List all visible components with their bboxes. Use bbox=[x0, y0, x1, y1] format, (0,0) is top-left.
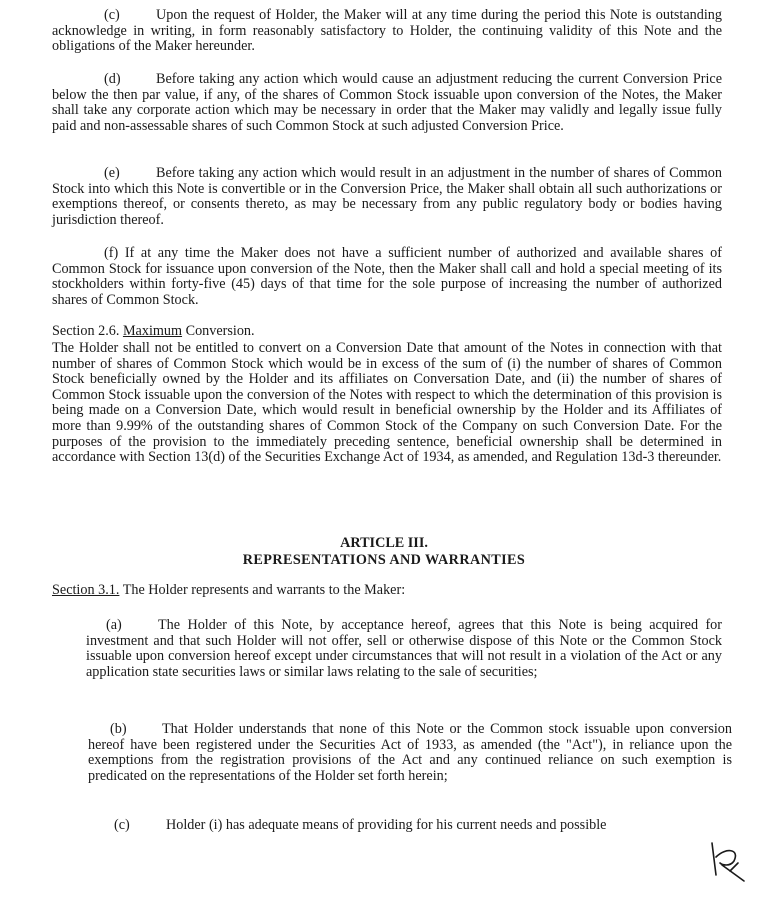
section-2-6-title-rest: Conversion. bbox=[185, 323, 255, 339]
section-2-6-body bbox=[52, 341, 722, 466]
paragraph-c bbox=[52, 8, 722, 55]
item-c-label: (c) bbox=[114, 817, 130, 833]
paragraph-d bbox=[52, 72, 722, 134]
paragraph-e bbox=[52, 166, 722, 228]
section-3-1-number: Section 3.1. bbox=[52, 582, 120, 598]
section-3-1 bbox=[52, 583, 722, 599]
paragraph-c-text: Upon the request of Holder, the Maker will at any time during the period this Note is outstanding acknowledge in writing, in form reasonably satisfactory to Holder, the continuing validity of this Note and the obligations of the Maker hereunder. bbox=[52, 7, 722, 55]
item-a bbox=[86, 618, 722, 680]
initials-signature bbox=[700, 835, 752, 885]
paragraph-d-label: (d) bbox=[104, 71, 121, 87]
section-2-6-body-text: The Holder shall not be entitled to convert on a Conversion Date that amount of the Notes in connection with that number of shares of Common Stock which would be in excess of the sum of (i) the number of shares of Common Stock beneficially owned by the Holder and its affiliates on Conversation Date, and (ii) the number of shares of Common Stock issuable upon the conversion of the Notes with respect to which the determination of this provision is being made on a Conversion Date, which would result in beneficial ownership by the Holder and its Affiliates of more than 9.99% of the outstanding shares of Common Stock of the Company on such Conversion Date. For the purposes of the provision to the immediately preceding sentence, beneficial ownership shall be determined in accordance with Section 13(d) of the Securities Exchange Act of 1934, as amended, and Regulation 13d-3 thereunder. bbox=[52, 340, 722, 466]
paragraph-e-text: Before taking any action which would result in an adjustment in the number of shares of Common Stock into which this Note is convertible or in the Conversion Price, the Maker shall obtain all such authorizations or exemptions thereof, or consents thereto, as may be necessary from any public regulatory body or bodies having jurisdiction thereof. bbox=[52, 165, 722, 228]
paragraph-d-text: Before taking any action which would cause an adjustment reducing the current Conversion Price below the then par value, if any, of the shares of Common Stock issuable upon conversion of the Notes, the Maker shall take any corporate action which may be necessary in order that the Maker may validly and legally issue fully paid and non-assessable shares of such Common Stock at such adjusted Conversion Price. bbox=[52, 71, 722, 134]
article-number: ARTICLE III. bbox=[340, 535, 428, 551]
item-c-text: Holder (i) has adequate means of providing for his current needs and possible bbox=[166, 817, 607, 833]
paragraph-f bbox=[52, 246, 722, 308]
item-b-text: That Holder understands that none of this Note or the Common stock issuable upon conversion hereof have been registered under the Securities Act of 1933, as amended (the "Act"), in reliance upon the exemptions from the registration provisions of the Act and any continued reliance on such exemption is predicated on the representations of the Holder set forth herein; bbox=[88, 721, 732, 784]
item-a-label: (a) bbox=[106, 617, 122, 633]
paragraph-f-text: (f) If at any time the Maker does not have a sufficient number of authorized and available shares of Common Stock for issuance upon conversion of the Note, then the Maker shall call and hold a special meeting of its stockholders within forty-five (45) days of that time for the sole purpose of increasing the number of authorized shares of Common Stock. bbox=[52, 245, 722, 308]
section-2-6-number: Section 2.6. bbox=[52, 323, 120, 339]
section-3-1-text: The Holder represents and warrants to the Maker: bbox=[122, 582, 406, 598]
section-2-6-title: Maximum bbox=[122, 323, 183, 339]
section-2-6-heading bbox=[52, 324, 722, 340]
item-c bbox=[88, 818, 732, 834]
paragraph-e-label: (e) bbox=[104, 165, 120, 181]
article-title: REPRESENTATIONS AND WARRANTIES bbox=[242, 552, 526, 568]
item-b bbox=[88, 722, 732, 784]
item-b-label: (b) bbox=[110, 721, 127, 737]
item-a-text: The Holder of this Note, by acceptance hereof, agrees that this Note is being acquired for investment and that such Holder will not offer, sell or otherwise dispose of this Note or the Common Stock issuable upon conversion hereof except under circumstances that will not result in a violation of the Act or any application state securities laws or similar laws relating to the sale of securities; bbox=[86, 617, 722, 680]
paragraph-c-label: (c) bbox=[104, 7, 120, 23]
